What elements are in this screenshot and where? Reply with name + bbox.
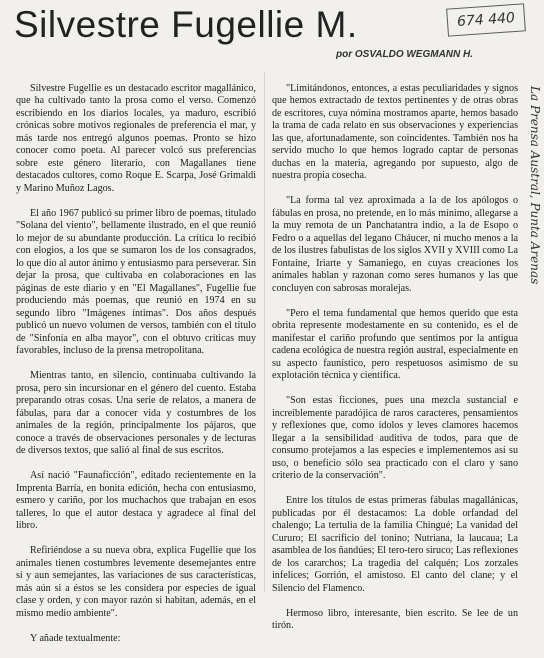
article-title: Silvestre Fugellie M. [14,4,358,45]
paragraph: "Pero el tema fundamental que hemos querido que esta obrita represente modestamente en su contenido, es el de manifestar el cariño profundo que sentimos por la antigua cadena ecológica de nuestra región austral, especialmente en su aspecto faunístico, pero respetuosos asimismo de su explotación técnica y científica. [272,307,518,381]
paragraph: Entre los títulos de estas primeras fábulas magallánicas, publicadas por él destacamos: La doble orfandad del chalengo; La tertulia de la familia Chingué; La vanidad del Cururo; El sacrificio del tonino; Nutriana, la laucaua; La asamblea de los ñandúes; El tero-tero siruco; Las reflexiones de los cararchos; La tragedia del calquén; Los zorzales infelices; Gorrión, el amistoso. El canto del clane; y el Silencio del Flamenco. [272,495,518,594]
article-left-column [16,70,256,658]
paragraph: Así nació "Faunaficción", editado recientemente en la Imprenta Barría, en bonita edición, hecha con entusiasmo, esmero y cariño, por los muchachos que trabajan en esos talleres, lo que el autor destaca y agradece al final del libro. [16,470,256,531]
paragraph: Hermoso libro, interesante, bien escrito. Se lee de un tirón. [272,607,518,631]
column-divider [264,72,265,592]
paragraph: Silvestre Fugellie es un destacado escritor magallánico, que ha cultivado tanto la prosa como el verso. Comenzó escribiendo en los diarios locales, ya maduro, escribió crónicas sobre motivos regionales de preferencia el mar, y más tarde nos entregó algunos poemas. Pronto se hizo conocer como poeta. Al parecer volcó sus preferencias sobre este género literario, con Magallanes tiene destacados cultores, como Roque E. Scarpa, José Grimaldi y Marino Muñoz Lagos. [16,82,256,194]
paragraph: "La forma tal vez aproximada a la de los apólogos o fábulas en prosa, no pretende, en lo más mínimo, allegarse a la muy remota de un Panchatantra indio, a la de Esopo o Fedro o a aquellas del legano Cháucer, ni mucho menos a la de los ilustres fabulistas de los siglos XVII y XVIII como La Fontaine, Iriarte y Samaniego, en cuyas creaciones los animales hablan y razonan como seres humanos y las que concluyen con sabrosas moralejas. [272,195,518,294]
paragraph: "Limitándonos, entonces, a estas peculiaridades y signos que hemos extractado de textos pertinentes y de otras obras de escritores, cuya nómina mostramos aparte, hemos basado la trama de cada relato en sus observaciones y experiencias las que, afortunadamente, son coincidentes. También nos ha servido mucho lo que hemos logrado captar de personas duchas en la materia, agregando por supuesto, algo de nuestra propia cosecha. [272,82,518,181]
handwritten-annotation: La Prensa Austral, Punta Arenas [528,86,542,285]
paragraph: Refiriéndose a su nueva obra, explica Fugellie que los animales tienen costumbres levemente desemejantes entre sí y aun semejantes, las variaciones de sus características, más aún si a éstos se les considera por especies de igual clase y orden, y con mayor razón si habitan, además, en el mismo medio ambiente". [16,545,256,619]
article-byline: por OSVALDO WEGMANN H. [336,49,474,60]
paragraph: Y añade textualmente: [30,632,121,644]
article-right-column [272,70,518,645]
paragraph: Mientras tanto, en silencio, continuaba cultivando la prosa, pero sin incursionar en el género del cuento. Estaba preparando otras cosas. Una serie de relatos, a manera de fábulas, para dar a conocer vida y costumbres de los animales de la región, principalmente los pájaros, que conoce a través de observaciones personales y de lecturas de diversos textos, que salió al final de sus escritos. [16,370,256,456]
paragraph: "Son estas ficciones, pues una mezcla sustancial e increíblemente paradójica de raros caracteres, pensamientos y reflexiones que, como ídolos y leves clamores hacemos llegar a la sensibilidad auditiva de todos, para que de consumo protejamos a las especies e implementemos así su uso, o beneficio sólo sea practicado con el claro y sano criterio de la conservación". [272,395,518,481]
paragraph: El año 1967 publicó su primer libro de poemas, titulado "Solana del viento", bellamente ilustrado, en el que reunió lo mejor de su abundante producción. La crítica lo recibió con elogios, a los que se sumaron los de los consagrados, lo que dio al autor ánimo y entusiasmo para perseverar. Sin dejar la prosa, que cultivaba en colaboraciones en las páginas de este diario y en "El Magallanes", Fugellie fue produciendo más poemas, que reunió en 1974 en su segundo libro "Imágenes íntimas". Dos años después publicó un nuevo volumen de versos, también con el título de "Sinfonía en alba mayor", con el obtuvo críticas muy favorables, incluso de la prensa metropolitana. [16,207,256,356]
archive-number-stamp: 674 440 [446,3,526,36]
